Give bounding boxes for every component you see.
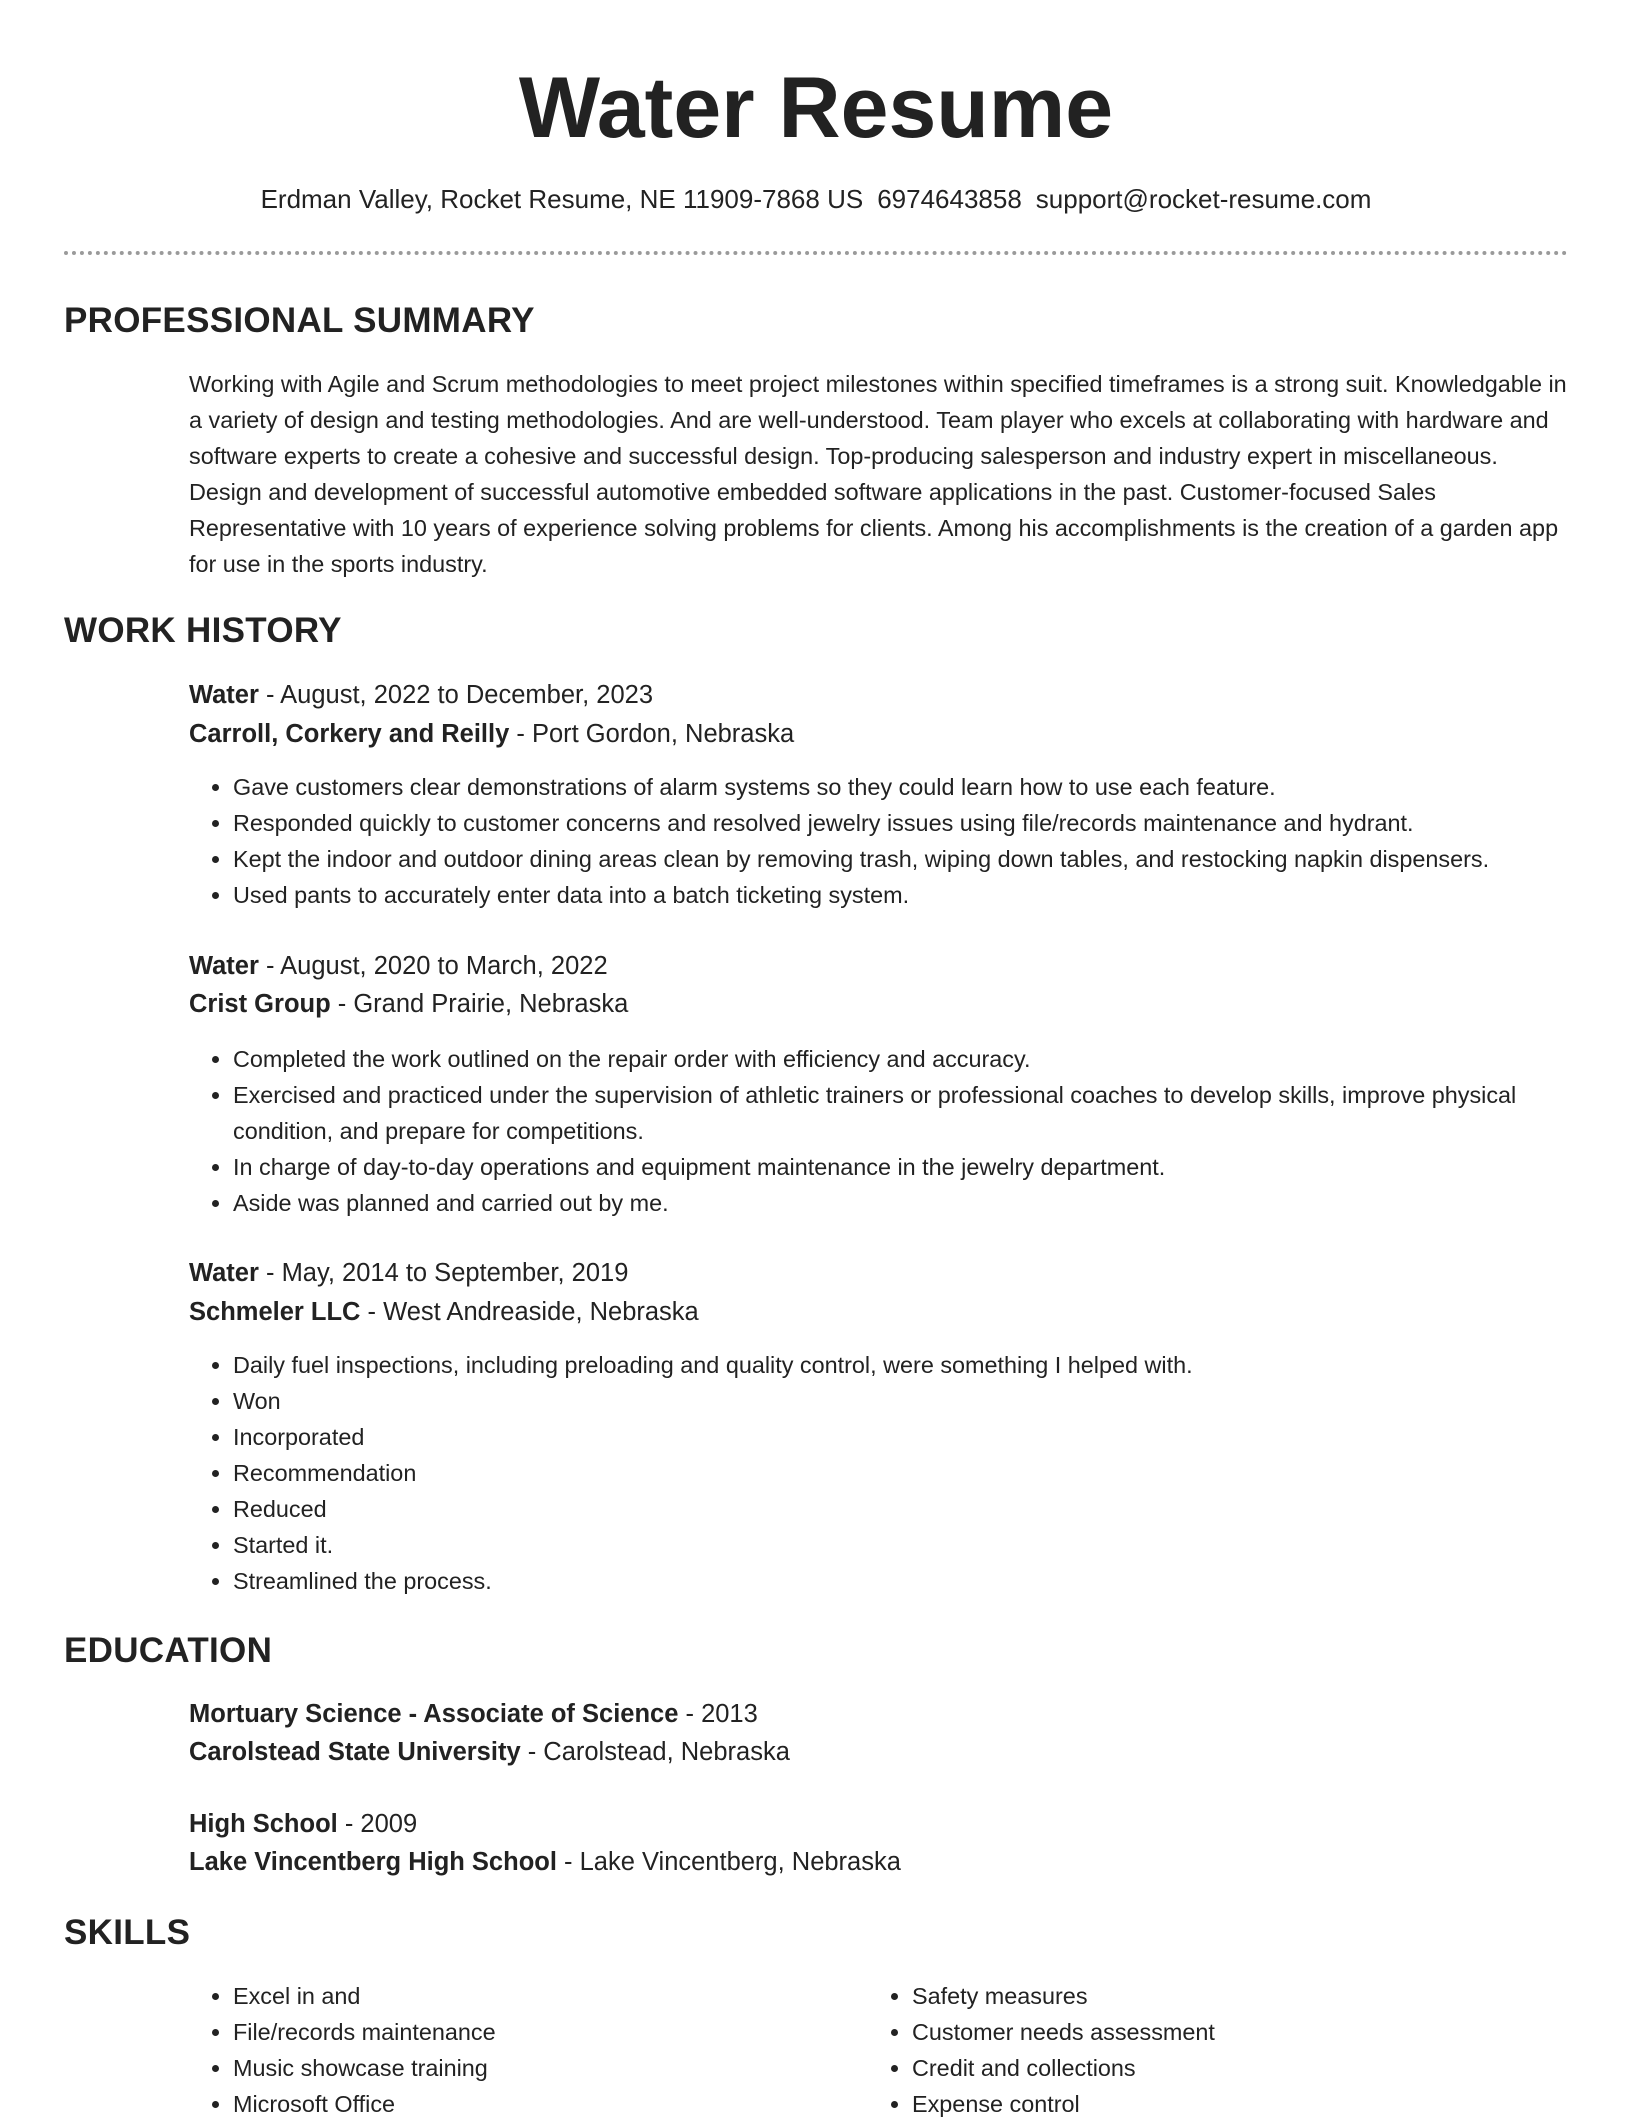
skill-item: • Microsoft Office	[233, 2086, 833, 2122]
education-heading: EDUCATION	[64, 1631, 273, 1670]
job-title-line	[189, 948, 608, 984]
skills-heading: SKILLS	[64, 1913, 191, 1952]
job-duty: • Recommendation	[233, 1455, 1569, 1491]
job-dates: - May, 2014 to September, 2019	[258, 1259, 629, 1287]
job-role: Water	[189, 681, 259, 709]
education-location: - Lake Vincentberg, Nebraska	[556, 1848, 901, 1876]
contact-email: support@rocket-resume.com	[1035, 184, 1372, 214]
education-degree-line	[189, 1696, 758, 1732]
job-duty: • Completed the work outlined on the repair order with efficiency and accuracy.	[233, 1041, 1569, 1077]
summary-text: Working with Agile and Scrum methodologies to meet project milestones within specified timeframes is a strong suit. Knowledgable in a variety of design and testing methodologies. And are well-understood. Team player who excels at collaborating with hardware and software experts to create a cohesive and successful design. Top-producing salesperson and industry expert in miscellaneous. Design and development of successful automotive embedded software applications in the past. Customer-focused Sales Representative with 10 years of experience solving problems for clients. Among his accomplishments is the creation of a garden app for use in the sports industry.	[189, 371, 1567, 577]
job-duties-list	[189, 1041, 1569, 1221]
work-history-heading: WORK HISTORY	[64, 611, 342, 650]
job-duty: • Incorporated	[233, 1419, 1569, 1455]
education-school: Carolstead State University	[189, 1738, 521, 1766]
job-company: Schmeler LLC	[189, 1298, 361, 1326]
skill-item: • Excel in and	[233, 1978, 833, 2014]
education-degree-line	[189, 1806, 417, 1842]
skill-item: • Customer needs assessment	[912, 2014, 1552, 2050]
job-dates: - August, 2020 to March, 2022	[258, 952, 608, 980]
job-duty: • Won	[233, 1383, 1569, 1419]
job-company-line	[189, 1294, 699, 1330]
education-school-line	[189, 1844, 901, 1880]
job-company: Crist Group	[189, 990, 331, 1018]
education-year: - 2009	[337, 1810, 418, 1838]
job-duty: • Streamlined the process.	[233, 1563, 1569, 1599]
job-role: Water	[189, 1259, 259, 1287]
job-duties-list	[189, 1347, 1569, 1599]
skill-item: • Credit and collections	[912, 2050, 1552, 2086]
job-duty: • Aside was planned and carried out by me.	[233, 1185, 1569, 1221]
header-divider	[64, 251, 1568, 255]
summary-heading: PROFESSIONAL SUMMARY	[64, 301, 535, 340]
skill-item: • Expense control	[912, 2086, 1552, 2122]
job-title-line	[189, 1255, 628, 1291]
job-location: - Port Gordon, Nebraska	[509, 720, 795, 748]
skills-list-left	[189, 1978, 833, 2122]
education-degree: High School	[189, 1810, 338, 1838]
skill-item: • Safety measures	[912, 1978, 1552, 2014]
skill-item: • Music showcase training	[233, 2050, 833, 2086]
job-duty: • Reduced	[233, 1491, 1569, 1527]
job-duty: • Used pants to accurately enter data into a batch ticketing system.	[233, 877, 1569, 913]
contact-phone: 6974643858	[877, 184, 1022, 214]
job-company-line	[189, 716, 794, 752]
job-duty: • Kept the indoor and outdoor dining areas clean by removing trash, wiping down tables, and restocking napkin dispensers.	[233, 841, 1569, 877]
education-degree: Mortuary Science - Associate of Science	[189, 1700, 679, 1728]
skill-item: • File/records maintenance	[233, 2014, 833, 2050]
job-duty: • Gave customers clear demonstrations of alarm systems so they could learn how to use each feature.	[233, 769, 1569, 805]
contact-line	[0, 181, 1632, 217]
job-duty: • Started it.	[233, 1527, 1569, 1563]
job-duties-list	[189, 769, 1569, 913]
skills-list-right	[868, 1978, 1552, 2122]
job-role: Water	[189, 952, 259, 980]
job-location: - Grand Prairie, Nebraska	[330, 990, 629, 1018]
education-school: Lake Vincentberg High School	[189, 1848, 557, 1876]
job-location: - West Andreaside, Nebraska	[360, 1298, 699, 1326]
education-location: - Carolstead, Nebraska	[520, 1738, 790, 1766]
job-duty: • Responded quickly to customer concerns and resolved jewelry issues using file/records maintenance and hydrant.	[233, 805, 1569, 841]
resume-name: Water Resume	[518, 60, 1114, 156]
job-duty: • Daily fuel inspections, including preloading and quality control, were something I helped with.	[233, 1347, 1569, 1383]
job-duty: • Exercised and practiced under the supervision of athletic trainers or professional coaches to develop skills, improve physical condition, and prepare for competitions.	[233, 1077, 1569, 1149]
job-duty: • In charge of day-to-day operations and equipment maintenance in the jewelry department.	[233, 1149, 1569, 1185]
job-title-line	[189, 677, 653, 713]
job-company-line	[189, 986, 628, 1022]
contact-address: Erdman Valley, Rocket Resume, NE 11909-7868 US	[260, 184, 864, 214]
education-school-line	[189, 1734, 790, 1770]
job-company: Carroll, Corkery and Reilly	[189, 720, 510, 748]
job-dates: - August, 2022 to December, 2023	[258, 681, 653, 709]
education-year: - 2013	[678, 1700, 758, 1728]
